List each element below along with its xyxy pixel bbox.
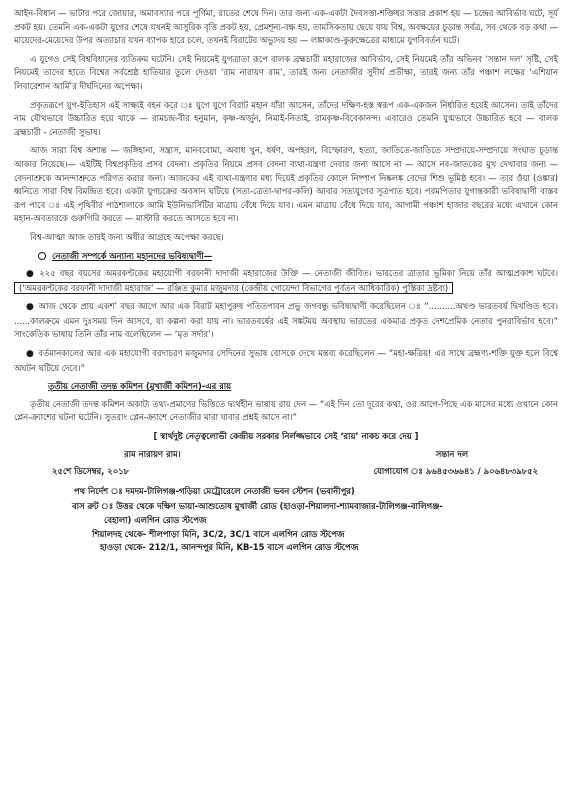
bullet-dot-icon: ●	[26, 269, 36, 280]
date-contact-row	[14, 465, 558, 479]
signature-slogan: রাম নারায়ণ রাম।	[124, 448, 181, 459]
bus-route-line: শিয়ালদহ থেকে- শীলপাড়া মিনি, 3C/2, 3C/1 বাসে এলগিন রোড স্টপেজ	[92, 528, 345, 539]
paragraph-world-law: এ যুগেও সেই বিশ্ববিধানের ব্যতিক্রম ঘটেনি। সেই নিয়মেই যুগত্রাতা রূপে বালক ব্রহ্মচারী মহারাজের আবির্ভাব, সেই নিয়মেই তাঁর অভিনব ‘সন্তান দল’ সৃষ্টি, সেই নিয়মেই তাদের হাতে বিশ্বের সর্বশ্রেষ্ঠ হাতিয়ার তুলে দেওয়া ‘রাম নারায়ণ রাম’, তারই জন্য নেতাজীর সুদীর্ঘ প্রতীক্ষা, তারই জন্য তাঁর পঞ্চাশ লক্ষের ‘এশিয়ান লিবারেশান আর্মি’র দীর্ঘদিনের অপেক্ষা।	[14, 53, 558, 91]
paragraph-history: প্রকৃতরূপে যুগ-ইতিহাস এই সাক্ষ্যই বহন করে ঃ যুগে যুগে বিরাট মহান যাঁরা আসেন, তাঁদের দক্ষিণ-হস্ত স্বরূপ এক-একজন নির্ধারিত হয়েই আসেন। তাই তাঁদের নাম যৌথভাবে উচ্চারিত হয়ে থাকে — রামচন্দ্র-বীর হনুমান, কৃষ্ণ-অর্জুন, নিমাই-নিতাই, রামকৃষ্ণ-বিবেকানন্দ। এবারেও তেমনি যুগ্মভাবে উচ্চারিত হবে — বালক ব্রহ্মচারী - নেতাজী সুভাষ।	[14, 99, 558, 137]
signature-row	[14, 448, 558, 462]
paragraph-world-unrest: আজ সারা বিশ্ব অশান্ত — জঙ্গিহানা, সন্ত্রাস, মানববোমা, অবাধ খুন, ধর্ষণ, অপহরণ, বিস্ফোরণ, হত্যা, জাতিতে-জাতিতে সম্প্রদায়ে-সম্প্রদায়ে সংঘাত চূড়ান্ত আকার নিয়েছে।— এইটিই বিশ্বপ্রকৃতির প্রসব বেদনা। প্রকৃতির নিয়মে প্রসব বেদনা ব্যথা-যন্ত্রণা দেবার জন্য আসে না — আসে নব-জাতকের মুখ দেখাবার জন্য — বেদনাশ্রুকে আনন্দাশ্রুতে পরিণত করার জন্য। আজকের এই ব্যথা-যন্ত্রণার মধ্য দিয়েই প্রকৃতির কোলে নিষ্পাপ নিষ্কলঙ্ক বেদের শিশু ভূমিষ্ঠ হবে। — তার ওঁয়া (ওঙ্কার) ধ্বনিতে সারা বিশ্ব বিমন্দ্রিত হবে। একটা যুগচক্রের অবসান ঘটিয়ে (সত্য-ত্রেতা-দ্বাপর-কলি) আবার সত্যযুগের সূত্রপাত হবে। পরমপিতার যুগান্তকারী ভবিষ্যদ্বাণী বাস্তব রূপ পাবে ঃ এই পৃথিবীর পাঠশালাকে আমি ইউনিভার্সিটির মাত্রায় বেঁধে দিয়ে যাব। এমন মাত্রায় বেঁধে দিয়ে যাব, আগামী পঞ্চাশ হাজার বছরের মধ্যে এখানে কোন মহান-অবতারকে গুরুগিরি করতে — মাস্টারি করতে আসতে হবে না।	[14, 145, 558, 224]
circle-bullet-icon	[38, 252, 46, 260]
paragraph-waiting: বিশ্ব-আত্মা আজ তারই জন্য অধীর আগ্রহে অপেক্ষা করছে।	[30, 231, 224, 242]
heading-commission: তৃতীয় নেতাজী তদন্ত কমিশন (মুখার্জী কমিশন)-এর রায়	[48, 381, 232, 392]
bullet-dot-icon: ●	[26, 302, 35, 313]
bus-route-line: বাস রুট ঃ উত্তর থেকে দক্ষিণ ভায়া-আশুতোষ মুখার্জী রোড (হাওড়া-শিয়ালদা-শ্যামবাজার-টালিগঞ্জ-বালিগঞ্জ-	[72, 501, 443, 512]
date-text: ২৫শে ডিসেম্বর, ২০১৮	[52, 466, 130, 477]
reference-box: (‘অমরকণ্টকের বরফানী দাদাজী মহারাজ’ — রঞ্জিত কুমার মজুমদার (কেন্দ্রীয় গোয়েন্দা বিভাগের পূর্বতন আধিকারিক) পুস্তিকা দ্রষ্টব্য)	[14, 282, 453, 294]
paragraph-commission-verdict: তৃতীয় নেতাজী তদন্ত কমিশন অকাট্য তথ্য-প্রমাণের ভিত্তিতে দ্ব্যর্থহীন ভাষায় রায় দেন — “এই দিন তো দূরের কথা, ওর আগে-পিছে এক মাসের মধ্যে ওখানে কোন প্লেন-ক্র্যাশের ঘটনা ঘটেনি। সুতরাং প্লেন-ক্র্যাশে নেতাজীর মারা যাবার প্রশ্নই আসে না।”	[14, 398, 558, 423]
bus-routes	[72, 500, 558, 554]
demand-line: [ স্বার্থদুষ্ট নেতৃত্বলোভী কেন্দ্রীয় সরকার নির্লজ্জভাবে সেই ‘রায়’ নাকচ করে দেয় ]	[153, 431, 419, 442]
prophecy-barfani: ● ২২৫ বছর বয়সের অমরকণ্টকের মহাযোগী বরফানী দাদাজী মহারাজের উক্তি — নেতাজী জীবিত। ভারতের ত্রাতার ভূমিকা নিয়ে তাঁর আত্মপ্রকাশ ঘটবে। (‘অমরকণ্টকের বরফানী দাদাজী মহারাজ’ — রঞ্জিত কুমার মজুমদার (কেন্দ্রীয় গোয়েন্দা বিভাগের পূর্বতন আধিকারিক) পুস্তিকা দ্রষ্টব্য)	[14, 267, 558, 295]
bullet-dot-icon: ●	[26, 349, 35, 360]
contact-text: যোগাযোগ ঃ ৯৬৪৫৩৬৬৪১ / ৯০৬৪৮৩৯৮৫২	[373, 466, 538, 477]
bus-route-line: বেহালা) এলগিন রোড স্টপেজ	[104, 515, 207, 525]
bus-route-line: হাওড়া থেকে- 212/1, আনন্দপুর মিনি, KB-15 বাসে এলগিন রোড স্টপেজ	[100, 542, 359, 553]
signature-org: সন্তান দল	[435, 448, 468, 459]
prophecy-baradacharan: ● বর্তমানকালের আর এক মহাযোগী বরদাচরণ মজুমদার সেদিনের সুভাষ বোসকে দেখে মন্তব্য করেছিলেন — “মহা-ক্ষত্রিয়! এর সাথে ব্রহ্মণ্য-শক্তি যুক্ত হলে বিশ্বে অঘটন ঘটিয়ে দেবে।”	[14, 348, 558, 373]
heading-prophecies: নেতাজী সম্পর্কে অন্যান্য মহানদের ভবিষ্যদ্বাণী—	[38, 250, 558, 264]
directions-line: পথ নির্দেশ ঃ দমদম-টালিগঞ্জ-গড়িয়া মেট্রোরেলে নেতাজী ভবন স্টেশন (ভবানীপুর)	[74, 485, 355, 496]
prophecy-jagabandhu: ● আজ থেকে প্রায় একশ’ বছর আগে আর এক বিরাট মহাপুরুষ পতিতপাবন প্রভু জগবন্ধু ভবিষ্যদ্বাণী করেছিলেন ঃ “..........অখণ্ড ভারতবর্ষ দ্বিখণ্ডিত হবে। ......কালক্রমে এমন দুঃসময় দিন আসবে, যা কল্পনা করা যায় না। ভারতবর্ষের এই সঙ্কটময় অবস্থায় ভারতের একমাত্র প্রকৃত দেশপ্রেমিক নেতার পুনরাবির্ভাব হবে।” সাংকেতিক ভাষায় তিনি তাঁর নাম বলেছিলেন — ‘মৃত সর্দার’।	[14, 301, 558, 340]
intro-paragraph: আইন-বিধান — ভাটার পরে জোয়ার, অমাবস্যার পরে পূর্ণিমা, রাতের শেষে দিন। তার জন্য এক-একটা দৈবসত্তা-শক্তিধর সত্তার প্রকাশ হয় — চন্দ্রের আবির্ভাব ঘটে, সূর্য প্রকট হয়। তেমনি এক-একটা যুগের শেষে যখনই আসুরিক বৃত্তি প্রকট হয়, প্রেমশূন্য-বক্ষ হয়, তামসিকতায় ছেয়ে যায় বিশ্ব, অবক্ষয়ের চূড়ান্ত সর্বত্র, সব থেকে বড় কথা — মায়েদের-মেয়েদের উপর অত্যাচার যখন ব্যাপক হারে চলে, তখনই বিরাটের অভ্যুদয় হয় — লঙ্কাকাণ্ড-কুরুক্ষেত্রের মাধ্যমে যুগবিবর্তন ঘটে।	[14, 8, 558, 46]
